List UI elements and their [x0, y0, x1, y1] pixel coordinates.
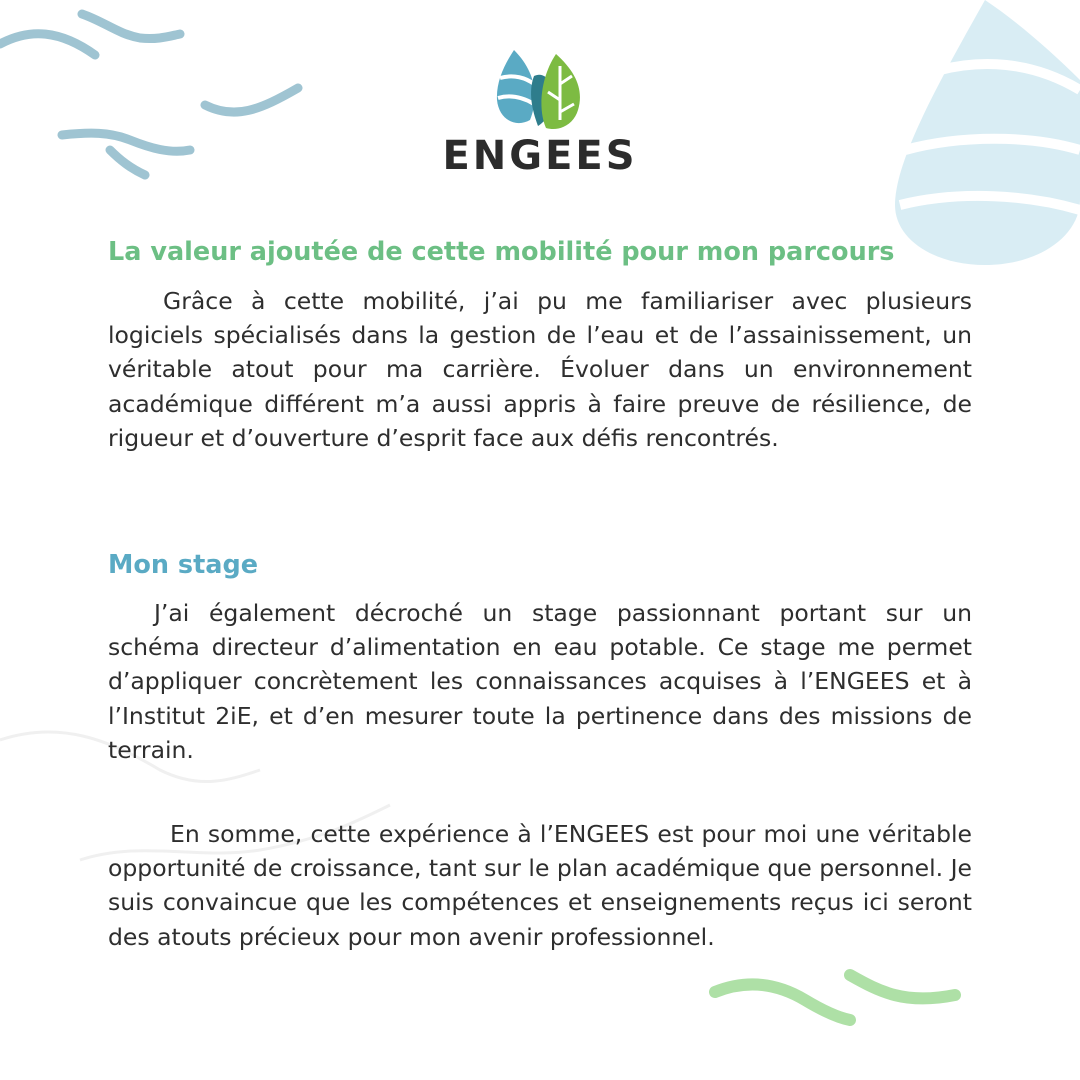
brand-name: ENGEES: [442, 133, 638, 179]
section-text-internship: J’ai également décroché un stage passionnant portant sur un schéma directeur d’alimentation en eau potable. Ce stage me permet d’appliquer concrètement les connaissances acquises à l’ENGEES et à l’Institut 2iE, et d’en mesurer toute la pertinence dans des missions de terrain.: [108, 599, 972, 764]
section-heading-internship: Mon stage: [108, 550, 259, 580]
section-text-mobility: Grâce à cette mobilité, j’ai pu me familiariser avec plusieurs logiciels spécialisés dans la gestion de l’eau et de l’assainissement, un véritable atout pour ma carrière. Évoluer dans un environnement académique différent m’a aussi appris à faire preuve de résilience, de rigueur et d’ouverture d’esprit face aux défis rencontrés.: [108, 287, 972, 452]
leaf-drop-logo-icon: [494, 40, 586, 132]
water-drop-icon: [895, 0, 1080, 265]
conclusion-text: En somme, cette expérience à l’ENGEES est pour moi une véritable opportunité de croissance, tant sur le plan académique que personnel. Je suis convaincue que les compétences et enseignements reçus ici seront des atouts précieux pour mon avenir professionnel.: [108, 820, 972, 951]
section-heading-mobility: La valeur ajoutée de cette mobilité pour mon parcours: [108, 237, 895, 267]
wave-icon: [715, 975, 955, 1020]
wave-icon: [0, 14, 298, 175]
engees-logo: [438, 40, 642, 179]
